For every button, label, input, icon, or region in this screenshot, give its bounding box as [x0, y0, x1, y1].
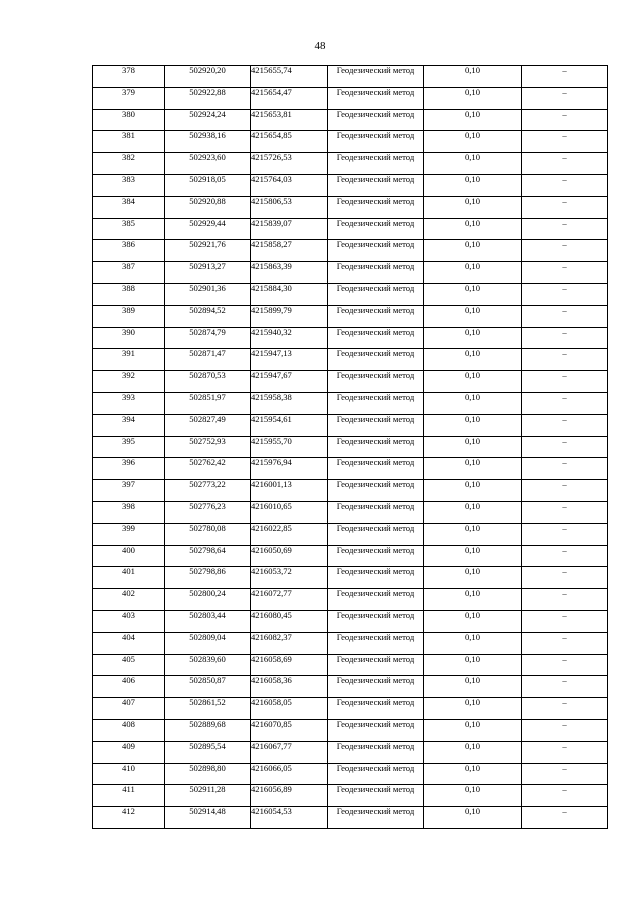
point-number-cell: 390	[93, 327, 165, 349]
y-coordinate-cell: 4215858,27	[251, 240, 328, 262]
description-cell: –	[522, 327, 608, 349]
accuracy-cell: 0,10	[424, 349, 522, 371]
point-number-cell: 388	[93, 283, 165, 305]
method-cell: Геодезический метод	[328, 763, 424, 785]
x-coordinate-cell: 502914,48	[165, 807, 251, 829]
x-coordinate-cell: 502803,44	[165, 610, 251, 632]
x-coordinate-cell: 502798,64	[165, 545, 251, 567]
y-coordinate-cell: 4216066,05	[251, 763, 328, 785]
x-coordinate-cell: 502895,54	[165, 741, 251, 763]
y-coordinate-cell: 4216001,13	[251, 480, 328, 502]
point-number-cell: 392	[93, 371, 165, 393]
x-coordinate-cell: 502920,88	[165, 196, 251, 218]
method-cell: Геодезический метод	[328, 262, 424, 284]
description-cell: –	[522, 371, 608, 393]
accuracy-cell: 0,10	[424, 610, 522, 632]
description-cell: –	[522, 174, 608, 196]
point-number-cell: 402	[93, 589, 165, 611]
y-coordinate-cell: 4215863,39	[251, 262, 328, 284]
description-cell: –	[522, 763, 608, 785]
table-row	[93, 741, 608, 763]
y-coordinate-cell: 4215726,53	[251, 153, 328, 175]
method-cell: Геодезический метод	[328, 436, 424, 458]
point-number-cell: 393	[93, 392, 165, 414]
accuracy-cell: 0,10	[424, 109, 522, 131]
x-coordinate-cell: 502850,87	[165, 676, 251, 698]
method-cell: Геодезический метод	[328, 589, 424, 611]
description-cell: –	[522, 741, 608, 763]
table-row	[93, 610, 608, 632]
table-row	[93, 66, 608, 88]
point-number-cell: 398	[93, 501, 165, 523]
table-row	[93, 763, 608, 785]
table-row	[93, 153, 608, 175]
description-cell: –	[522, 218, 608, 240]
x-coordinate-cell: 502780,08	[165, 523, 251, 545]
description-cell: –	[522, 610, 608, 632]
y-coordinate-cell: 4215940,32	[251, 327, 328, 349]
method-cell: Геодезический метод	[328, 480, 424, 502]
method-cell: Геодезический метод	[328, 174, 424, 196]
method-cell: Геодезический метод	[328, 610, 424, 632]
accuracy-cell: 0,10	[424, 66, 522, 88]
method-cell: Геодезический метод	[328, 392, 424, 414]
description-cell: –	[522, 153, 608, 175]
y-coordinate-cell: 4215653,81	[251, 109, 328, 131]
accuracy-cell: 0,10	[424, 785, 522, 807]
table-row	[93, 414, 608, 436]
x-coordinate-cell: 502839,60	[165, 654, 251, 676]
description-cell: –	[522, 392, 608, 414]
y-coordinate-cell: 4216082,37	[251, 632, 328, 654]
accuracy-cell: 0,10	[424, 240, 522, 262]
accuracy-cell: 0,10	[424, 371, 522, 393]
point-number-cell: 394	[93, 414, 165, 436]
accuracy-cell: 0,10	[424, 131, 522, 153]
page-number: 48	[314, 40, 326, 52]
method-cell: Геодезический метод	[328, 545, 424, 567]
point-number-cell: 391	[93, 349, 165, 371]
point-number-cell: 410	[93, 763, 165, 785]
description-cell: –	[522, 654, 608, 676]
description-cell: –	[522, 240, 608, 262]
description-cell: –	[522, 698, 608, 720]
description-cell: –	[522, 349, 608, 371]
y-coordinate-cell: 4216058,36	[251, 676, 328, 698]
y-coordinate-cell: 4215654,85	[251, 131, 328, 153]
x-coordinate-cell: 502798,86	[165, 567, 251, 589]
table-row	[93, 283, 608, 305]
method-cell: Геодезический метод	[328, 305, 424, 327]
point-number-cell: 395	[93, 436, 165, 458]
method-cell: Геодезический метод	[328, 414, 424, 436]
table-row	[93, 109, 608, 131]
y-coordinate-cell: 4216022,85	[251, 523, 328, 545]
method-cell: Геодезический метод	[328, 741, 424, 763]
x-coordinate-cell: 502752,93	[165, 436, 251, 458]
y-coordinate-cell: 4215955,70	[251, 436, 328, 458]
method-cell: Геодезический метод	[328, 458, 424, 480]
description-cell: –	[522, 807, 608, 829]
method-cell: Геодезический метод	[328, 66, 424, 88]
table-row	[93, 174, 608, 196]
table-row	[93, 567, 608, 589]
y-coordinate-cell: 4215654,47	[251, 87, 328, 109]
point-number-cell: 382	[93, 153, 165, 175]
coordinates-table	[92, 65, 608, 829]
method-cell: Геодезический метод	[328, 632, 424, 654]
point-number-cell: 384	[93, 196, 165, 218]
y-coordinate-cell: 4215764,03	[251, 174, 328, 196]
point-number-cell: 396	[93, 458, 165, 480]
description-cell: –	[522, 262, 608, 284]
description-cell: –	[522, 131, 608, 153]
x-coordinate-cell: 502929,44	[165, 218, 251, 240]
x-coordinate-cell: 502809,04	[165, 632, 251, 654]
method-cell: Геодезический метод	[328, 371, 424, 393]
accuracy-cell: 0,10	[424, 327, 522, 349]
table-row	[93, 196, 608, 218]
accuracy-cell: 0,10	[424, 196, 522, 218]
accuracy-cell: 0,10	[424, 523, 522, 545]
description-cell: –	[522, 589, 608, 611]
table-row	[93, 719, 608, 741]
y-coordinate-cell: 4216067,77	[251, 741, 328, 763]
x-coordinate-cell: 502800,24	[165, 589, 251, 611]
x-coordinate-cell: 502773,22	[165, 480, 251, 502]
y-coordinate-cell: 4215976,94	[251, 458, 328, 480]
point-number-cell: 379	[93, 87, 165, 109]
method-cell: Геодезический метод	[328, 807, 424, 829]
method-cell: Геодезический метод	[328, 153, 424, 175]
x-coordinate-cell: 502871,47	[165, 349, 251, 371]
y-coordinate-cell: 4216070,85	[251, 719, 328, 741]
accuracy-cell: 0,10	[424, 589, 522, 611]
method-cell: Геодезический метод	[328, 785, 424, 807]
x-coordinate-cell: 502938,16	[165, 131, 251, 153]
table-row	[93, 654, 608, 676]
description-cell: –	[522, 436, 608, 458]
x-coordinate-cell: 502894,52	[165, 305, 251, 327]
point-number-cell: 380	[93, 109, 165, 131]
point-number-cell: 408	[93, 719, 165, 741]
point-number-cell: 405	[93, 654, 165, 676]
point-number-cell: 397	[93, 480, 165, 502]
method-cell: Геодезический метод	[328, 654, 424, 676]
table-row	[93, 523, 608, 545]
description-cell: –	[522, 283, 608, 305]
description-cell: –	[522, 109, 608, 131]
y-coordinate-cell: 4216058,69	[251, 654, 328, 676]
accuracy-cell: 0,10	[424, 545, 522, 567]
table-row	[93, 807, 608, 829]
table-row	[93, 785, 608, 807]
x-coordinate-cell: 502776,23	[165, 501, 251, 523]
point-number-cell: 389	[93, 305, 165, 327]
x-coordinate-cell: 502898,80	[165, 763, 251, 785]
table-row	[93, 392, 608, 414]
table-row	[93, 327, 608, 349]
y-coordinate-cell: 4215655,74	[251, 66, 328, 88]
description-cell: –	[522, 501, 608, 523]
description-cell: –	[522, 414, 608, 436]
y-coordinate-cell: 4215899,79	[251, 305, 328, 327]
description-cell: –	[522, 66, 608, 88]
accuracy-cell: 0,10	[424, 632, 522, 654]
accuracy-cell: 0,10	[424, 174, 522, 196]
point-number-cell: 399	[93, 523, 165, 545]
x-coordinate-cell: 502901,36	[165, 283, 251, 305]
method-cell: Геодезический метод	[328, 327, 424, 349]
point-number-cell: 411	[93, 785, 165, 807]
x-coordinate-cell: 502827,49	[165, 414, 251, 436]
y-coordinate-cell: 4216053,72	[251, 567, 328, 589]
point-number-cell: 381	[93, 131, 165, 153]
y-coordinate-cell: 4215884,30	[251, 283, 328, 305]
description-cell: –	[522, 719, 608, 741]
method-cell: Геодезический метод	[328, 240, 424, 262]
method-cell: Геодезический метод	[328, 349, 424, 371]
method-cell: Геодезический метод	[328, 218, 424, 240]
point-number-cell: 409	[93, 741, 165, 763]
table-row	[93, 698, 608, 720]
table-row	[93, 501, 608, 523]
description-cell: –	[522, 523, 608, 545]
description-cell: –	[522, 305, 608, 327]
x-coordinate-cell: 502861,52	[165, 698, 251, 720]
accuracy-cell: 0,10	[424, 305, 522, 327]
description-cell: –	[522, 676, 608, 698]
method-cell: Геодезический метод	[328, 501, 424, 523]
accuracy-cell: 0,10	[424, 807, 522, 829]
x-coordinate-cell: 502921,76	[165, 240, 251, 262]
accuracy-cell: 0,10	[424, 392, 522, 414]
table-row	[93, 218, 608, 240]
accuracy-cell: 0,10	[424, 414, 522, 436]
x-coordinate-cell: 502762,42	[165, 458, 251, 480]
table-row	[93, 262, 608, 284]
method-cell: Геодезический метод	[328, 109, 424, 131]
x-coordinate-cell: 502923,60	[165, 153, 251, 175]
y-coordinate-cell: 4215839,07	[251, 218, 328, 240]
y-coordinate-cell: 4216054,53	[251, 807, 328, 829]
table-row	[93, 305, 608, 327]
table-row	[93, 436, 608, 458]
accuracy-cell: 0,10	[424, 436, 522, 458]
point-number-cell: 378	[93, 66, 165, 88]
x-coordinate-cell: 502889,68	[165, 719, 251, 741]
table-row	[93, 349, 608, 371]
x-coordinate-cell: 502874,79	[165, 327, 251, 349]
method-cell: Геодезический метод	[328, 698, 424, 720]
point-number-cell: 400	[93, 545, 165, 567]
accuracy-cell: 0,10	[424, 262, 522, 284]
x-coordinate-cell: 502911,28	[165, 785, 251, 807]
description-cell: –	[522, 545, 608, 567]
y-coordinate-cell: 4215806,53	[251, 196, 328, 218]
method-cell: Геодезический метод	[328, 87, 424, 109]
method-cell: Геодезический метод	[328, 676, 424, 698]
x-coordinate-cell: 502924,24	[165, 109, 251, 131]
description-cell: –	[522, 458, 608, 480]
point-number-cell: 386	[93, 240, 165, 262]
x-coordinate-cell: 502913,27	[165, 262, 251, 284]
accuracy-cell: 0,10	[424, 501, 522, 523]
table-row	[93, 458, 608, 480]
accuracy-cell: 0,10	[424, 567, 522, 589]
table-row	[93, 632, 608, 654]
table-row	[93, 589, 608, 611]
point-number-cell: 412	[93, 807, 165, 829]
description-cell: –	[522, 567, 608, 589]
y-coordinate-cell: 4215947,13	[251, 349, 328, 371]
accuracy-cell: 0,10	[424, 480, 522, 502]
description-cell: –	[522, 87, 608, 109]
accuracy-cell: 0,10	[424, 698, 522, 720]
accuracy-cell: 0,10	[424, 283, 522, 305]
accuracy-cell: 0,10	[424, 153, 522, 175]
accuracy-cell: 0,10	[424, 719, 522, 741]
y-coordinate-cell: 4216050,69	[251, 545, 328, 567]
method-cell: Геодезический метод	[328, 523, 424, 545]
y-coordinate-cell: 4215954,61	[251, 414, 328, 436]
table-row	[93, 480, 608, 502]
accuracy-cell: 0,10	[424, 676, 522, 698]
y-coordinate-cell: 4215958,38	[251, 392, 328, 414]
method-cell: Геодезический метод	[328, 131, 424, 153]
accuracy-cell: 0,10	[424, 458, 522, 480]
x-coordinate-cell: 502851,97	[165, 392, 251, 414]
accuracy-cell: 0,10	[424, 763, 522, 785]
table-row	[93, 545, 608, 567]
description-cell: –	[522, 632, 608, 654]
table-row	[93, 676, 608, 698]
point-number-cell: 401	[93, 567, 165, 589]
accuracy-cell: 0,10	[424, 87, 522, 109]
point-number-cell: 385	[93, 218, 165, 240]
description-cell: –	[522, 480, 608, 502]
table-row	[93, 240, 608, 262]
table-row	[93, 371, 608, 393]
y-coordinate-cell: 4216072,77	[251, 589, 328, 611]
accuracy-cell: 0,10	[424, 654, 522, 676]
point-number-cell: 383	[93, 174, 165, 196]
table-row	[93, 87, 608, 109]
point-number-cell: 406	[93, 676, 165, 698]
coordinates-table-body	[93, 66, 608, 829]
description-cell: –	[522, 785, 608, 807]
x-coordinate-cell: 502918,05	[165, 174, 251, 196]
x-coordinate-cell: 502922,88	[165, 87, 251, 109]
accuracy-cell: 0,10	[424, 741, 522, 763]
y-coordinate-cell: 4216056,89	[251, 785, 328, 807]
x-coordinate-cell: 502870,53	[165, 371, 251, 393]
method-cell: Геодезический метод	[328, 283, 424, 305]
description-cell: –	[522, 196, 608, 218]
point-number-cell: 404	[93, 632, 165, 654]
y-coordinate-cell: 4216010,65	[251, 501, 328, 523]
y-coordinate-cell: 4215947,67	[251, 371, 328, 393]
table-row	[93, 131, 608, 153]
accuracy-cell: 0,10	[424, 218, 522, 240]
method-cell: Геодезический метод	[328, 196, 424, 218]
x-coordinate-cell: 502920,20	[165, 66, 251, 88]
point-number-cell: 403	[93, 610, 165, 632]
y-coordinate-cell: 4216080,45	[251, 610, 328, 632]
method-cell: Геодезический метод	[328, 719, 424, 741]
point-number-cell: 407	[93, 698, 165, 720]
method-cell: Геодезический метод	[328, 567, 424, 589]
point-number-cell: 387	[93, 262, 165, 284]
y-coordinate-cell: 4216058,05	[251, 698, 328, 720]
